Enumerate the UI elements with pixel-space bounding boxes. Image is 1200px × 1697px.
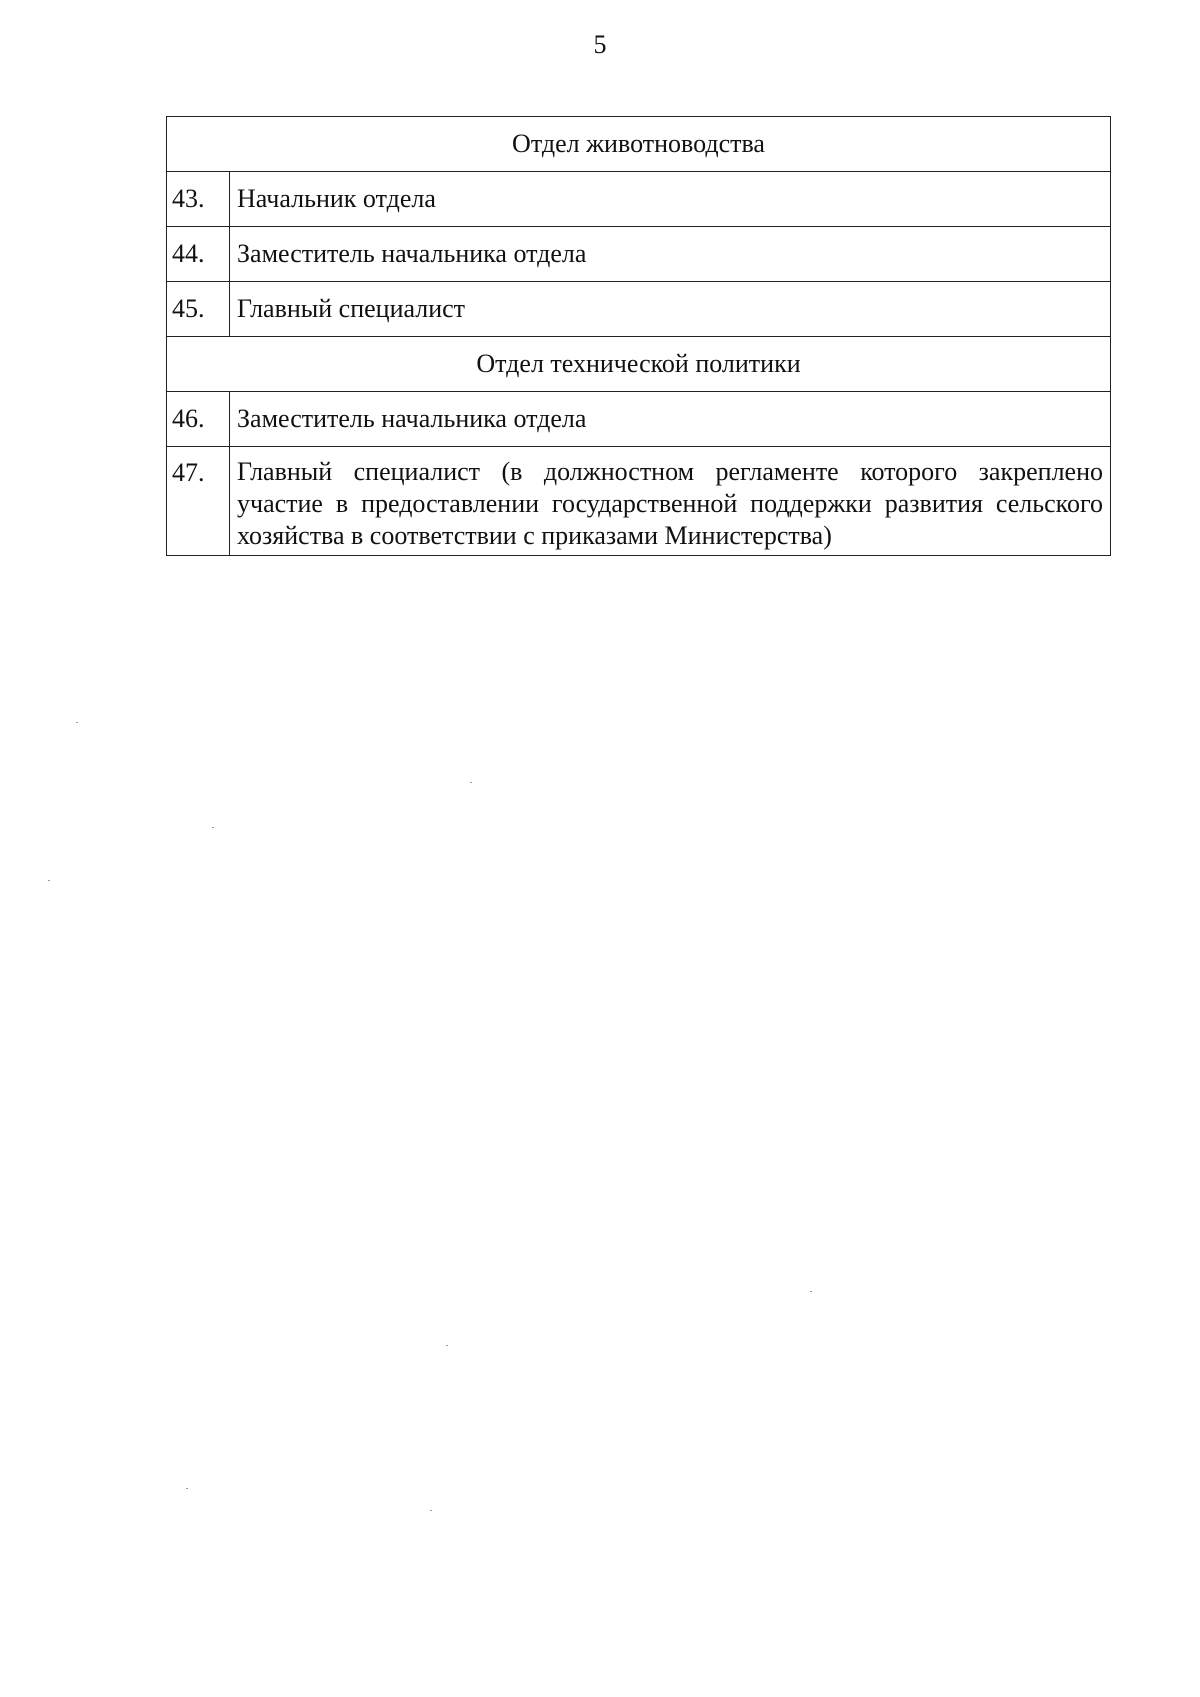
positions-table bbox=[166, 116, 1111, 556]
position-title: Главный специалист bbox=[230, 282, 1111, 337]
position-title: Главный специалист (в должностном регламенте которого закреплено участие в предоставлении государственной поддержки развития сельского хозяйства в соответствии с приказами Министерства) bbox=[230, 447, 1111, 556]
position-title: Заместитель начальника отдела bbox=[230, 227, 1111, 282]
scan-speck bbox=[470, 782, 472, 783]
page-number: 5 bbox=[593, 30, 607, 59]
row-number: 47. bbox=[167, 447, 230, 556]
scan-speck bbox=[810, 1291, 812, 1292]
scan-speck bbox=[48, 880, 50, 881]
row-number: 45. bbox=[167, 282, 230, 337]
table-row bbox=[167, 392, 1111, 447]
row-number: 43. bbox=[167, 172, 230, 227]
section-row bbox=[167, 337, 1111, 392]
table-row bbox=[167, 447, 1111, 556]
table-row bbox=[167, 227, 1111, 282]
section-title: Отдел животноводства bbox=[167, 117, 1111, 172]
position-title: Начальник отдела bbox=[230, 172, 1111, 227]
section-row bbox=[167, 117, 1111, 172]
table-row bbox=[167, 282, 1111, 337]
section-title: Отдел технической политики bbox=[167, 337, 1111, 392]
scan-speck bbox=[212, 827, 214, 828]
scan-speck bbox=[76, 722, 78, 723]
scan-speck bbox=[186, 1488, 188, 1489]
row-number: 44. bbox=[167, 227, 230, 282]
table-row bbox=[167, 172, 1111, 227]
scan-speck bbox=[430, 1510, 432, 1511]
row-number: 46. bbox=[167, 392, 230, 447]
scan-speck bbox=[446, 1345, 448, 1346]
position-title: Заместитель начальника отдела bbox=[230, 392, 1111, 447]
